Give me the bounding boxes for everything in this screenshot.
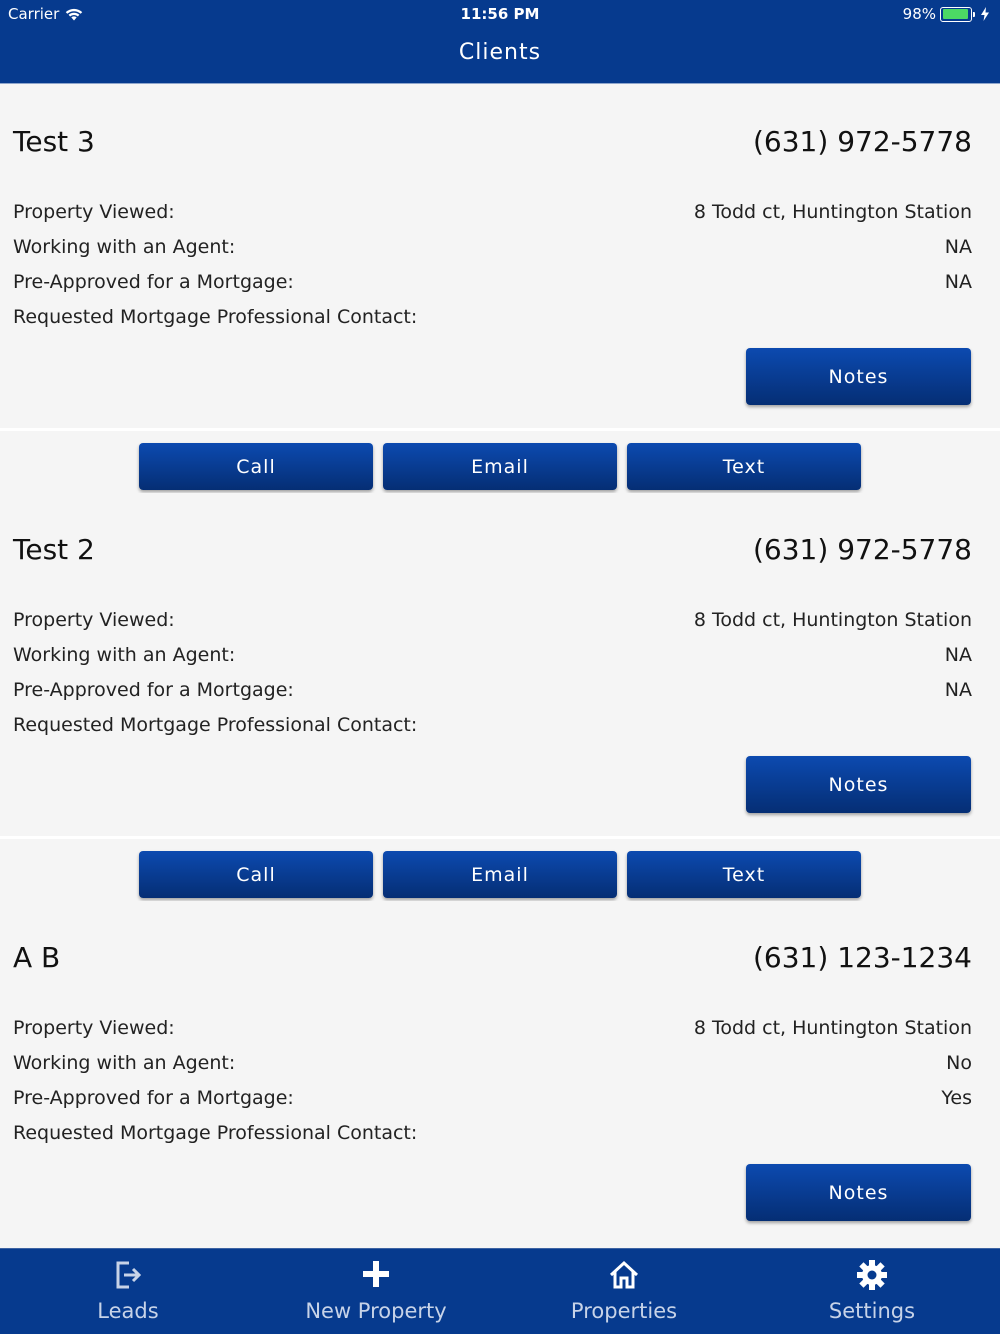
- contact-actions: [0, 836, 1000, 901]
- field-row: [13, 271, 972, 301]
- field-row: [13, 236, 972, 266]
- field-label: Requested Mortgage Professional Contact:: [13, 1122, 418, 1144]
- client-name: Test 2: [13, 533, 95, 566]
- text-button[interactable]: Text: [627, 851, 861, 898]
- field-row: [13, 714, 972, 744]
- field-value: NA: [944, 271, 972, 293]
- field-value: NA: [944, 236, 972, 258]
- page-title: Clients: [458, 40, 542, 65]
- plus-icon: [361, 1259, 391, 1289]
- tab-settings[interactable]: [747, 1249, 997, 1334]
- gear-icon: [856, 1259, 888, 1291]
- field-row: [13, 644, 972, 674]
- call-button[interactable]: Call: [139, 443, 373, 490]
- text-button[interactable]: Text: [627, 443, 861, 490]
- field-row: [13, 1122, 972, 1152]
- field-row: [13, 609, 972, 639]
- field-value: 8 Todd ct, Huntington Station: [693, 1017, 972, 1039]
- email-button[interactable]: Email: [383, 443, 617, 490]
- field-label: Working with an Agent:: [13, 236, 236, 258]
- field-label: Property Viewed:: [13, 201, 175, 223]
- home-icon: [608, 1259, 640, 1291]
- notes-button[interactable]: Notes: [746, 348, 971, 405]
- status-battery: [903, 5, 990, 23]
- client-card: [0, 901, 1000, 1244]
- notes-button[interactable]: Notes: [746, 1164, 971, 1221]
- client-phone[interactable]: (631) 972-5778: [753, 125, 972, 158]
- client-card: [0, 493, 1000, 836]
- field-value: NA: [944, 679, 972, 701]
- navigation-bar: [0, 0, 1000, 84]
- battery-percent: 98%: [902, 5, 936, 23]
- client-list[interactable]: [0, 85, 1000, 1248]
- sign-out-icon: [112, 1259, 144, 1291]
- client-phone[interactable]: (631) 123-1234: [753, 941, 972, 974]
- status-time: 11:56 PM: [460, 5, 540, 23]
- field-row: [13, 679, 972, 709]
- tab-label: Properties: [570, 1299, 678, 1323]
- field-label: Property Viewed:: [13, 1017, 175, 1039]
- field-label: Pre-Approved for a Mortgage:: [13, 271, 294, 293]
- carrier-label: Carrier: [8, 5, 60, 23]
- contact-actions: [0, 428, 1000, 493]
- call-button[interactable]: Call: [139, 851, 373, 898]
- tab-label: Settings: [828, 1299, 916, 1323]
- tab-label: New Property: [305, 1299, 447, 1323]
- field-row: [13, 1052, 972, 1082]
- field-label: Working with an Agent:: [13, 1052, 236, 1074]
- field-label: Working with an Agent:: [13, 644, 236, 666]
- email-button[interactable]: Email: [383, 851, 617, 898]
- field-label: Property Viewed:: [13, 609, 175, 631]
- tab-label: Leads: [97, 1299, 159, 1323]
- charging-bolt-icon: [980, 7, 990, 21]
- field-row: [13, 1017, 972, 1047]
- notes-button[interactable]: Notes: [746, 756, 971, 813]
- field-label: Requested Mortgage Professional Contact:: [13, 306, 418, 328]
- field-row: [13, 1087, 972, 1117]
- field-value: NA: [944, 644, 972, 666]
- battery-icon: [940, 7, 972, 22]
- field-row: [13, 306, 972, 336]
- client-card: [0, 85, 1000, 428]
- client-phone[interactable]: (631) 972-5778: [753, 533, 972, 566]
- tab-new-property[interactable]: [251, 1249, 501, 1334]
- field-label: Pre-Approved for a Mortgage:: [13, 679, 294, 701]
- tab-properties[interactable]: [499, 1249, 749, 1334]
- field-value: No: [946, 1052, 972, 1074]
- field-value: Yes: [941, 1087, 972, 1109]
- tab-leads[interactable]: [3, 1249, 253, 1334]
- client-name: A B: [13, 941, 61, 974]
- field-label: Pre-Approved for a Mortgage:: [13, 1087, 294, 1109]
- client-name: Test 3: [13, 125, 95, 158]
- field-row: [13, 201, 972, 231]
- field-value: 8 Todd ct, Huntington Station: [693, 609, 972, 631]
- field-value: 8 Todd ct, Huntington Station: [693, 201, 972, 223]
- tab-bar: [0, 1248, 1000, 1334]
- field-label: Requested Mortgage Professional Contact:: [13, 714, 418, 736]
